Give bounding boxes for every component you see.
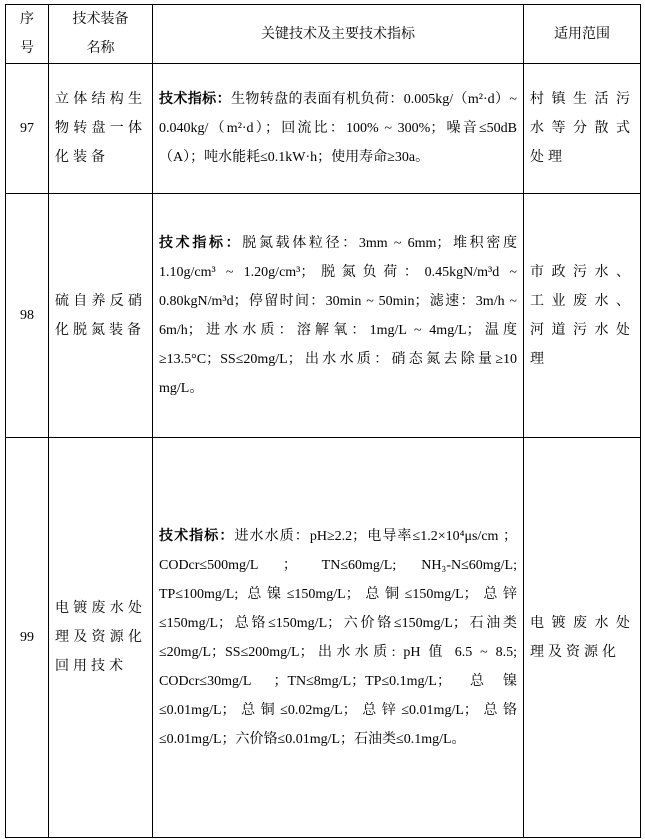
tech-indicator-text: 脱氮载体粒径：3mm ~ 6mm；堆积密度 1.10g/cm³ ~ 1.20g/cm³；脱氮负荷：0.45kgN/m³d ~ 0.80kgN/m³d；停留时间：30min ~ 50min；滤速：3m/h ~ 6m/h；进水水质：溶解氧：1mg/L ~ 4mg/L；温度≥13.5°C；SS≤20mg/L；出水水质：硝态氮去除量≥10 mg/L。 — [159, 235, 517, 396]
row-key-tech — [153, 194, 524, 438]
equipment-spec-table — [5, 4, 641, 838]
row-equipment-name: 硫自养反硝化脱氮装备 — [49, 194, 153, 438]
row-scope: 村镇生活污水等分散式处理 — [524, 64, 641, 194]
tech-indicator-text: 进水水质：pH≥2.2；电导率≤1.2×10⁴μs/cm ； CODcr≤500mg/L ； TN≤60mg/L; NH₃-N≤60mg/L; TP≤100mg/L; 总镍≤150mg/L；总铜≤150mg/L；总锌≤150mg/L；总铬≤150mg/L；六价铬≤150mg/L；石油类≤20mg/L；SS≤200mg/L；出水水质: pH 值 6.5 ~ 8.5; CODcr≤30mg/L ；TN≤8mg/L；TP≤0.1mg/L；总镍≤0.01mg/L；总铜≤0.02mg/L；总锌≤0.01mg/L；总铬≤0.01mg/L；六价铬≤0.01mg/L；石油类≤0.1mg/L。 — [159, 528, 518, 747]
table-row — [6, 438, 641, 838]
row-key-tech — [153, 64, 524, 194]
header-equipment-name: 技术装备 名称 — [49, 5, 153, 64]
row-serial-no: 97 — [6, 64, 49, 194]
header-serial-no: 序 号 — [6, 5, 49, 64]
tech-indicator-label: 技术指标： — [159, 91, 231, 107]
row-equipment-name: 电镀废水处理及资源化回用技术 — [49, 438, 153, 838]
row-equipment-name: 立体结构生物转盘一体化装备 — [49, 64, 153, 194]
row-key-tech — [153, 438, 524, 838]
row-scope: 电镀废水处理及资源化 — [524, 438, 641, 838]
table-row — [6, 194, 641, 438]
row-scope: 市政污水、工业废水、河道污水处理 — [524, 194, 641, 438]
row-serial-no: 98 — [6, 194, 49, 438]
header-key-tech: 关键技术及主要技术指标 — [153, 5, 524, 64]
tech-indicator-text: 生物转盘的表面有机负荷：0.005kg/（m²·d）~ 0.040kg/（m²·d）；回流比：100% ~ 300%；噪音≤50dB（A）；吨水能耗≤0.1kW·h；使用寿命≥30a。 — [159, 92, 518, 165]
table-header-row — [6, 5, 641, 64]
tech-indicator-label: 技术指标： — [159, 527, 235, 544]
row-serial-no: 99 — [6, 438, 49, 838]
header-scope: 适用范围 — [524, 5, 641, 64]
tech-indicator-label: 技术指标： — [159, 234, 243, 251]
table-row — [6, 64, 641, 194]
